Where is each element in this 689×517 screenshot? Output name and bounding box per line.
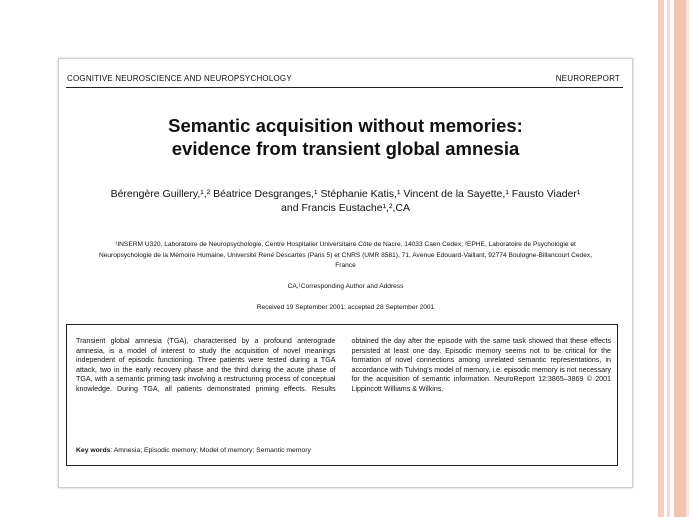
keywords — [76, 447, 311, 454]
title-line: Semantic acquisition without memories: — [168, 115, 523, 136]
decor-stripe — [658, 0, 664, 517]
journal-name: NEUROREPORT — [555, 74, 620, 83]
header-rule — [66, 87, 623, 88]
authors-line: Bérengère Guillery,¹,² Béatrice Desgranges,¹ Stéphanie Katis,¹ Vincent de la Sayette,¹ Fausto Viader¹ — [110, 188, 581, 200]
title-line: evidence from transient global amnesia — [171, 138, 520, 159]
abstract-text: Transient global amnesia (TGA), characterised by a profound anterograde amnesia, is a model of interest to study the acquisition of novel meanings independent of episodic functioning. Three patients were tested during a TGA attack, two in the early recovery phase and the third during the acute phase of TGA, with a semantic priming task involving a restructuring process of conceptual knowledge. During TGA, all patients demonstrated priming effects. Results obtained the day after the episode with the same task showed that these effects persisted at least one day. Episodic memory seems not to be critical for the formation of novel connections among unrelated semantic representations, in accordance with Tulving's model of memory, i.e. episodic memory is not necessary for the acquisition of semantic information. NeuroReport 12:3865–3869 © 2001 Lippincott Williams & Wilkins. — [76, 337, 611, 393]
received-date: Received 19 September 2001; accepted 28 September 2001 — [256, 304, 435, 311]
abstract-box — [66, 324, 618, 466]
keywords-label: Key words — [76, 447, 111, 454]
affiliations: ¹INSERM U320, Laboratoire de Neuropsychologie, Centre Hospitalier Universitaire Côte de Nacre, 14033 Caen Cedex; ²EPHE, Laboratoire de Psychologie et Neuropsychologie de la Mémoire Humaine, Université René Descartes (Paris 5) et CNRS (UMR 8581), 71, Avenue Edouard-Vaillant, 92774 Boulogne-Billancourt Cedex, France — [98, 241, 593, 269]
keywords-list: : Amnesia; Episodic memory; Model of memory; Semantic memory — [110, 447, 311, 454]
decor-stripe — [674, 0, 686, 517]
author-list — [59, 187, 632, 215]
authors-line: and Francis Eustache¹,²,CA — [281, 202, 410, 214]
corresponding-author: CA,¹Corresponding Author and Address — [287, 283, 404, 290]
article-title — [59, 114, 632, 160]
journal-section: COGNITIVE NEUROSCIENCE AND NEUROPSYCHOLOGY — [67, 74, 292, 83]
decor-stripe — [667, 0, 670, 517]
paper-page — [58, 58, 633, 488]
